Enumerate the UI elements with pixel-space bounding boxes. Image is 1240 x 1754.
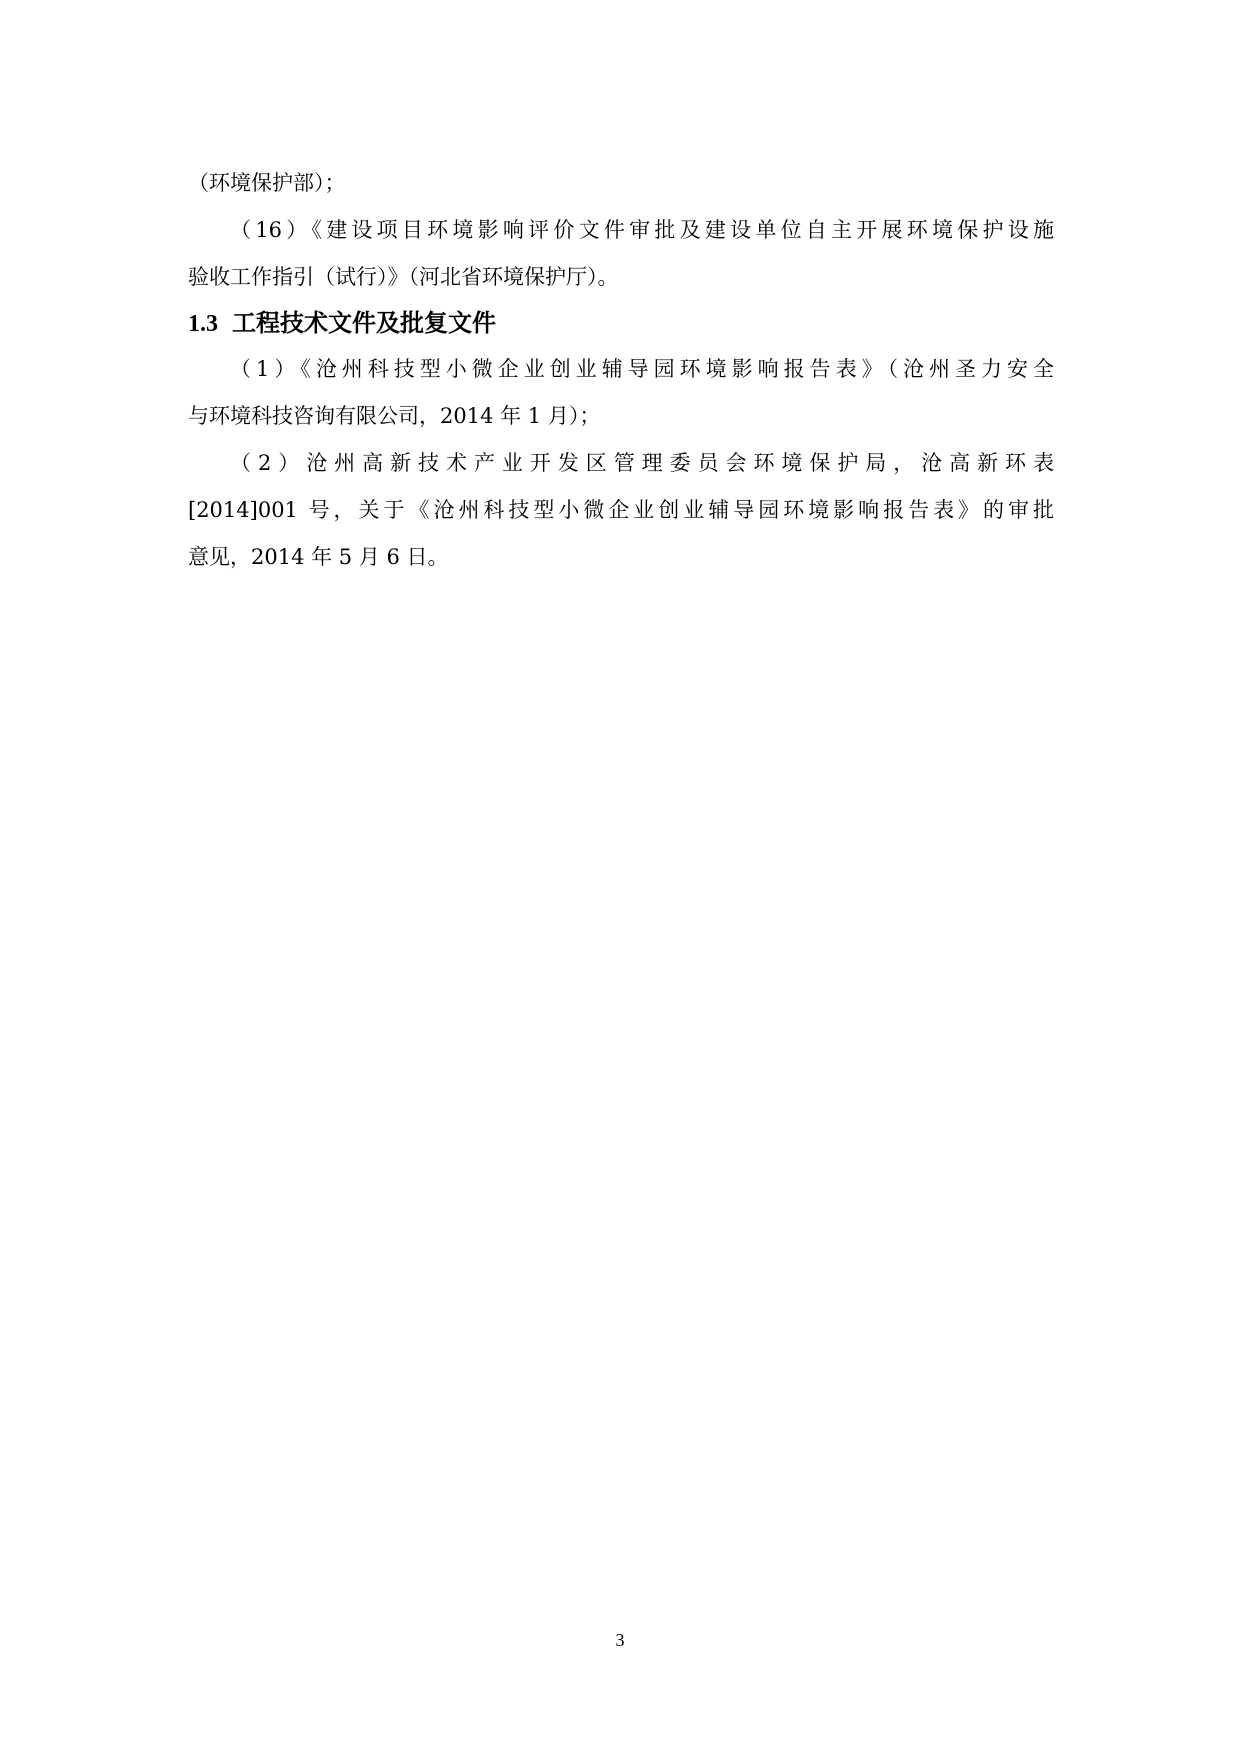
paragraph-item-16 (188, 207, 1054, 301)
page-number: 3 (615, 1630, 625, 1650)
text-line: （16）《建设项目环境影响评价文件审批及建设单位自主开展环境保护设施 (230, 218, 1054, 242)
page-content (188, 160, 1054, 581)
text-line: [2014]001 号，关于《沧州科技型小微企业创业辅导园环境影响报告表》的审批 (188, 498, 1054, 522)
section-number: 1.3 (188, 311, 218, 337)
paragraph-continuation (188, 160, 1054, 207)
text-line: （1）《沧州科技型小微企业创业辅导园环境影响报告表》（沧州圣力安全 (230, 357, 1054, 381)
text-line: 意见，2014 年 5 月 6 日。 (188, 545, 449, 569)
text-line: （环境保护部）； (188, 171, 346, 195)
section-title: 工程技术文件及批复文件 (232, 309, 496, 337)
text-line: （2）沧州高新技术产业开发区管理委员会环境保护局，沧高新环表 (230, 451, 1054, 475)
paragraph-item-1 (188, 346, 1054, 440)
text-line: 与环境科技咨询有限公司，2014 年 1 月）； (188, 404, 601, 428)
section-heading (188, 301, 1054, 346)
text-line: 验收工作指引（试行）》（河北省环境保护厅）。 (188, 265, 619, 289)
paragraph-item-2 (188, 440, 1054, 581)
